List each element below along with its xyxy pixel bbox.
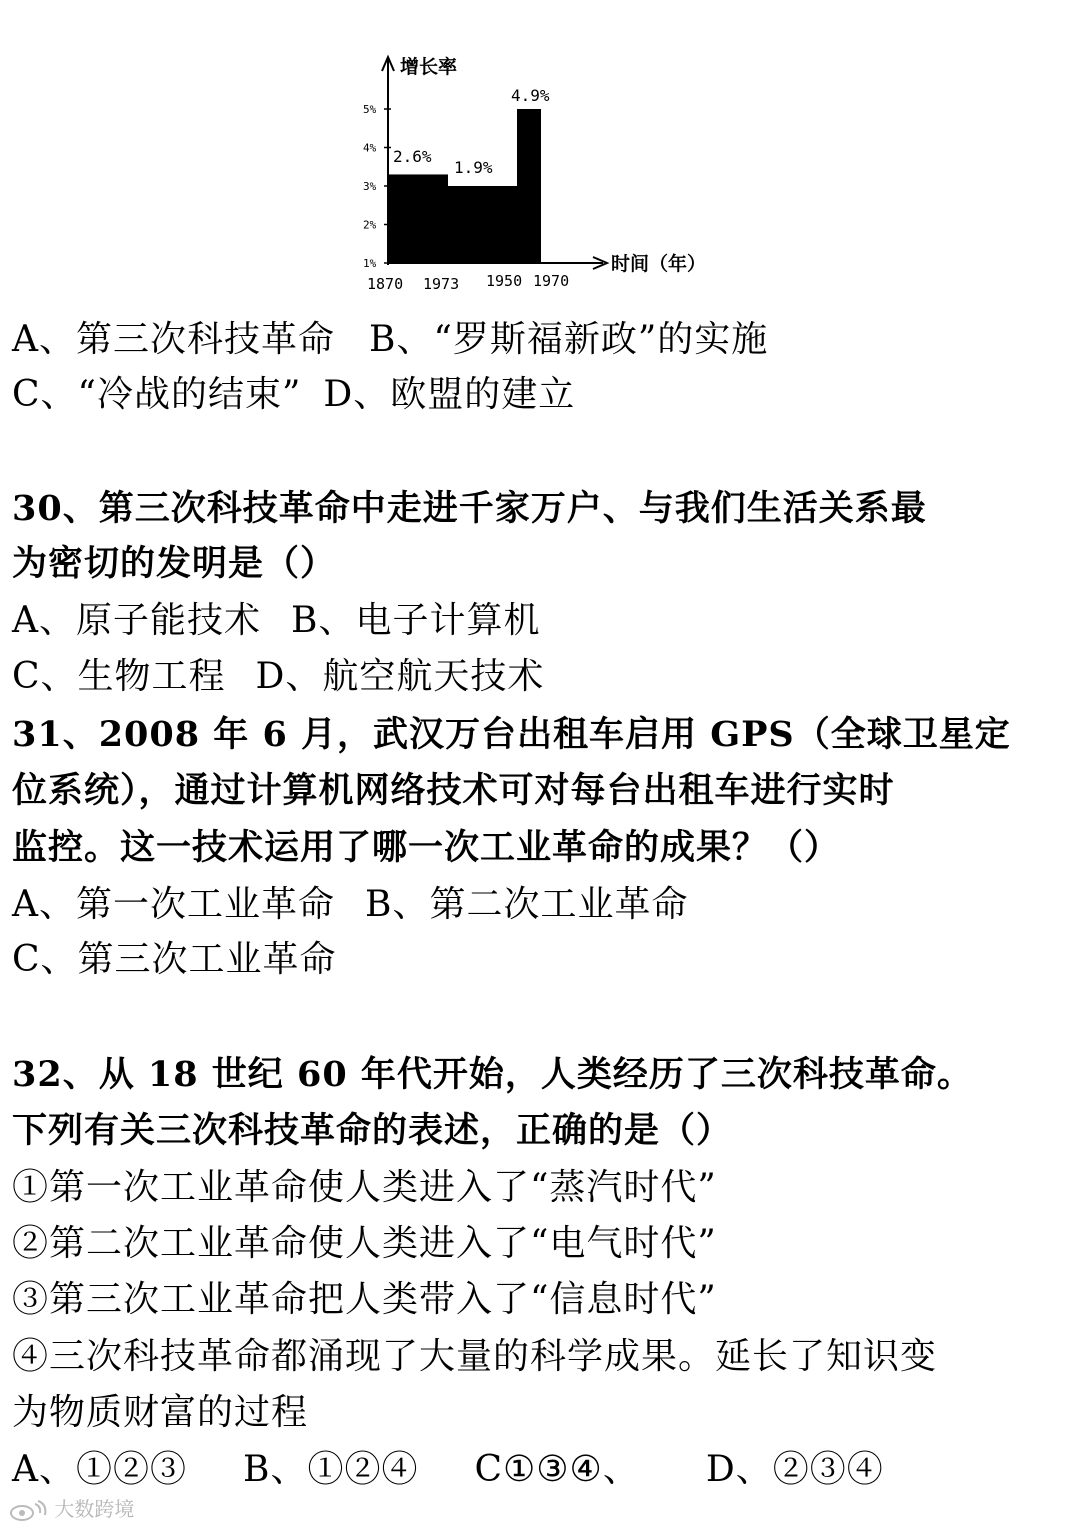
x-tick-label: 1870	[367, 275, 404, 293]
watermark	[8, 1493, 134, 1522]
q32-option-a[interactable]: A、①②③	[12, 1449, 187, 1490]
y-tick-label: 1%	[363, 257, 377, 270]
q30-option-d[interactable]: D、航空航天技术	[255, 656, 545, 697]
y-tick-label: 3%	[363, 180, 377, 193]
data-label: 4.9%	[511, 86, 550, 105]
q32-option-c[interactable]: C①③④、	[474, 1449, 640, 1490]
y-axis-label: 增长率	[400, 56, 458, 78]
q29-option-d[interactable]: D、欧盟的建立	[323, 374, 576, 415]
bar	[448, 186, 517, 263]
q32-option-d[interactable]: D、②③④	[705, 1449, 884, 1490]
q31-options-row-2	[12, 938, 337, 982]
q32-options-row	[12, 1448, 884, 1492]
weibo-logo-icon	[8, 1500, 48, 1522]
growth-rate-chart	[355, 45, 755, 295]
x-tick-label: 1973	[423, 275, 460, 293]
x-axis-label: 时间（年）	[611, 253, 707, 275]
q29-options-row-2	[12, 373, 575, 417]
q30-option-b[interactable]: B、电子计算机	[291, 600, 541, 641]
q31-stem-line-3: 监控。这一技术运用了哪一次工业革命的成果？（）	[12, 827, 841, 868]
q32-stem-line-2: 下列有关三次科技革命的表述，正确的是（）	[12, 1110, 733, 1151]
q32-statement-4-line-1: ④三次科技革命都涌现了大量的科学成果。延长了知识变	[12, 1336, 938, 1377]
y-tick-label: 2%	[363, 218, 377, 232]
data-label: 2.6%	[393, 147, 432, 166]
q31-stem-line-1: 31、2008 年 6 月，武汉万台出租车启用 GPS（全球卫星定	[12, 714, 1011, 755]
q30-options-row-1	[12, 599, 540, 643]
y-tick-label: 4%	[363, 141, 377, 155]
q30-option-a[interactable]: A、原子能技术	[12, 600, 261, 641]
q29-option-b[interactable]: B、“罗斯福新政”的实施	[369, 319, 769, 360]
q31-stem-line-2: 位系统），通过计算机网络技术可对每台出租车进行实时	[12, 770, 895, 811]
q31-option-c[interactable]: C、第三次工业革命	[12, 939, 337, 980]
bar	[517, 109, 541, 263]
q30-stem-line-2: 为密切的发明是（）	[12, 543, 337, 584]
q32-option-b[interactable]: B、①②④	[243, 1449, 419, 1490]
x-tick-label: 1950	[486, 272, 523, 290]
q29-options-row-1	[12, 318, 768, 362]
watermark-text: 大数跨境	[54, 1497, 135, 1521]
q29-option-c[interactable]: C、“冷战的结束”	[12, 374, 302, 415]
q32-stem-line-1: 32、从 18 世纪 60 年代开始，人类经历了三次科技革命。	[12, 1054, 973, 1095]
q32-statement-3: ③第三次工业革命把人类带入了“信息时代”	[12, 1279, 717, 1320]
q30-option-c[interactable]: C、生物工程	[12, 656, 226, 697]
x-tick-label: 1970	[533, 272, 570, 290]
q32-statement-4-line-2: 为物质财富的过程	[12, 1392, 309, 1433]
q29-option-a[interactable]: A、第三次科技革命	[12, 319, 335, 360]
q32-statement-1: ①第一次工业革命使人类进入了“蒸汽时代”	[12, 1167, 717, 1208]
bar	[389, 174, 448, 263]
q30-options-row-2	[12, 655, 544, 699]
data-label: 1.9%	[454, 158, 493, 177]
q32-statement-2: ②第二次工业革命使人类进入了“电气时代”	[12, 1223, 717, 1264]
y-tick-label: 5%	[363, 103, 377, 116]
q31-option-a[interactable]: A、第一次工业革命	[12, 884, 335, 925]
q31-options-row-1	[12, 883, 688, 927]
q30-stem-line-1: 30、第三次科技革命中走进千家万户、与我们生活关系最	[12, 488, 927, 529]
chart-svg	[355, 45, 755, 295]
q31-option-b[interactable]: B、第二次工业革命	[365, 884, 689, 925]
